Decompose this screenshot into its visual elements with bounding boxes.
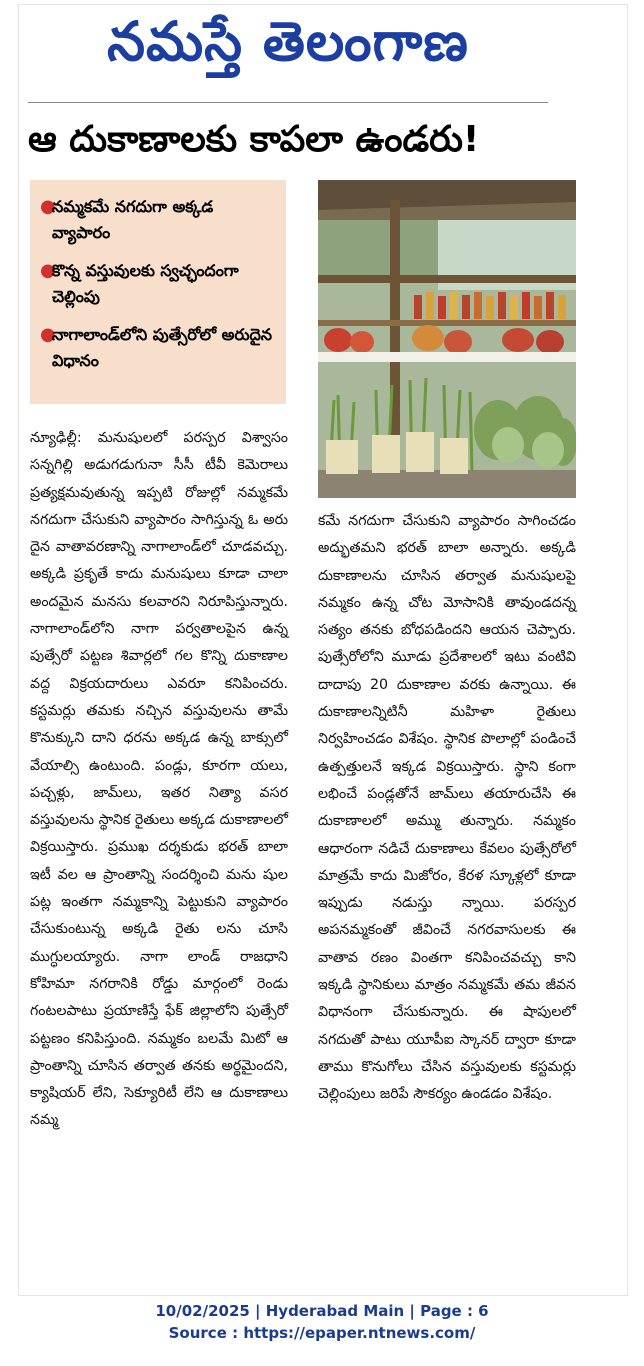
article-paragraph: కమే నగదుగా చేసుకుని వ్యాపారం సాగించడం అద్భుతమని భరత్ బాలా అన్నారు. అక్కడి దుకాణాలను చూసిన తర్వాత మనుషులపై నమ్మకం ఉన్న చోట మోసానికి తావుండదన్న సత్యం తనకు బోధపడిందని ఆయన చెప్పారు. పుత్సేరోలోని మూడు ప్రదేశాలలో ఇటు వంటివి దాదాపు 20 దుకాణాల వరకు ఉన్నాయి. ఈ దుకాణాలన్నిటినీ మహిళా రైతులు నిర్వహించడం విశేషం. స్థానిక పొలాల్లో పండించే ఉత్పత్తులనే ఇక్కడ విక్రయిస్తారు. స్థాని కంగా లభించే పండ్లతోనే జామ్‌లు తయారుచేసి ఈ దుకాణాలలో అమ్ము తున్నారు. నమ్మకం ఆధారంగా నడిచే దుకాణాలు కేవలం పుత్సేరోలో మాత్రమే కాదు మిజోరం, కేరళ స్కూళ్లలో కూడా ఇప్పుడు నడుస్తు న్నాయి. పరస్పర అపనమ్మకంతో జీవించే నగరవాసులకు ఈ వాతావ రణం వింతగా కనిపించవచ్చు కాని ఇక్కడి స్థానికులు మాత్రం నమ్మకమే తమ జీవన విధానంగా చేసుకున్నారు. ఈ షాపులలో నగదుతో పాటు యూపీఐ స్కానర్ ద్వారా కూడా తాము కొనుగోలు చేసిన వస్తువులకు కస్టమర్లు చెల్లింపులు జరిపే సౌకర్యం ఉండడం విశేషం. [318, 513, 576, 1103]
bullet-dot-icon: ● [40, 260, 56, 281]
page-footer [0, 1300, 644, 1360]
article-body-column-right [318, 508, 576, 1288]
article-body-column-left [30, 425, 288, 1285]
masthead-title: నమస్తే తెలంగాణ [107, 9, 469, 73]
edition-info: 10/02/2025 | Hyderabad Main | Page : 6 [155, 1302, 489, 1320]
masthead [28, 6, 548, 90]
highlight-item [40, 322, 276, 374]
source-link[interactable]: Source : https://epaper.ntnews.com/ [168, 1324, 476, 1342]
bullet-dot-icon: ● [40, 196, 56, 217]
article-paragraph: న్యూఢిల్లీ: మనుషులలో పరస్పర విశ్వాసం సన్నగిల్లి అడుగడుగునా సీసీ టీవీ కెమెరాలు ప్రత్యక్షమవుతున్న ఇప్పటి రోజుల్లో నమ్మకమే నగదుగా చేసుకుని వ్యాపారం సాగిస్తున్న ఓ అరు దైన వాతావరణాన్ని నాగాలాండ్‌లో చూడవచ్చు. అక్కడి ప్రకృతే కాదు మనుషులు కూడా చాలా అందమైన మనసు కలవారని నిరూపిస్తున్నారు. నాగాలాండ్‌లోని నాగా పర్వతాలపైన ఉన్న పుత్సేరో పట్టణ శివార్లలో గల కొన్ని దుకాణాల వద్ద విక్రయదారులు ఎవరూ కనిపించరు. కస్టమర్లు తమకు నచ్చిన వస్తువులను తామే కొనుక్కుని దాని ధరను అక్కడ ఉన్న బాక్సులో వేయాల్సి ఉంటుంది. పండ్లు, కూరగా యలు, పచ్చళ్లు, జామ్‌లు, ఇతర నిత్యా వసర వస్తువులను స్థానిక రైతులు అక్కడ దుకాణాలలో విక్రయిస్తారు. ప్రముఖ దర్శకుడు భరత్ బాలా ఇటీ వల ఆ ప్రాంతాన్ని సందర్శించి మను షుల పట్ల ఇంతగా నమ్మకాన్ని పెట్టుకుని వ్యాపారం చేసుకుంటున్న అక్కడి రైతు లను చూసి ముగ్ధులయ్యారు. నాగా లాండ్ రాజధాని కోహిమా నగరానికి రోడ్డు మార్గంలో రెండు గంటలపాటు ప్రయాణిస్తే ఫేక్ జిల్లాలోని పుత్సేరో పట్టణం కనిపిస్తుంది. నమ్మకం బలమే మిటో ఆ ప్రాంతాన్ని చూసిన తర్వాత తనకు అర్థమైందని, క్యాషియర్ లేని, సెక్యూరిటీ లేని ఆ దుకాణాలు నమ్మ [30, 430, 288, 1129]
highlight-text: నాగాలాండ్‌లోని పుత్సేరోలో అరుదైన విధానం [52, 325, 273, 370]
bullet-dot-icon: ● [40, 324, 56, 345]
highlight-item [40, 258, 276, 310]
highlight-box [30, 180, 286, 404]
highlight-text: కొన్న వస్తువులకు స్వచ్ఛందంగా చెల్లింపు [52, 261, 239, 306]
highlight-text: నమ్మకమే నగదుగా అక్కడ వ్యాపారం [52, 197, 214, 242]
article-photo [318, 180, 576, 498]
article-headline: ఆ దుకాణాలకు కాపలా ఉండరు! [28, 119, 480, 160]
produce-stall-illustration [318, 180, 576, 498]
masthead-divider [28, 102, 548, 103]
highlight-item [40, 194, 276, 246]
